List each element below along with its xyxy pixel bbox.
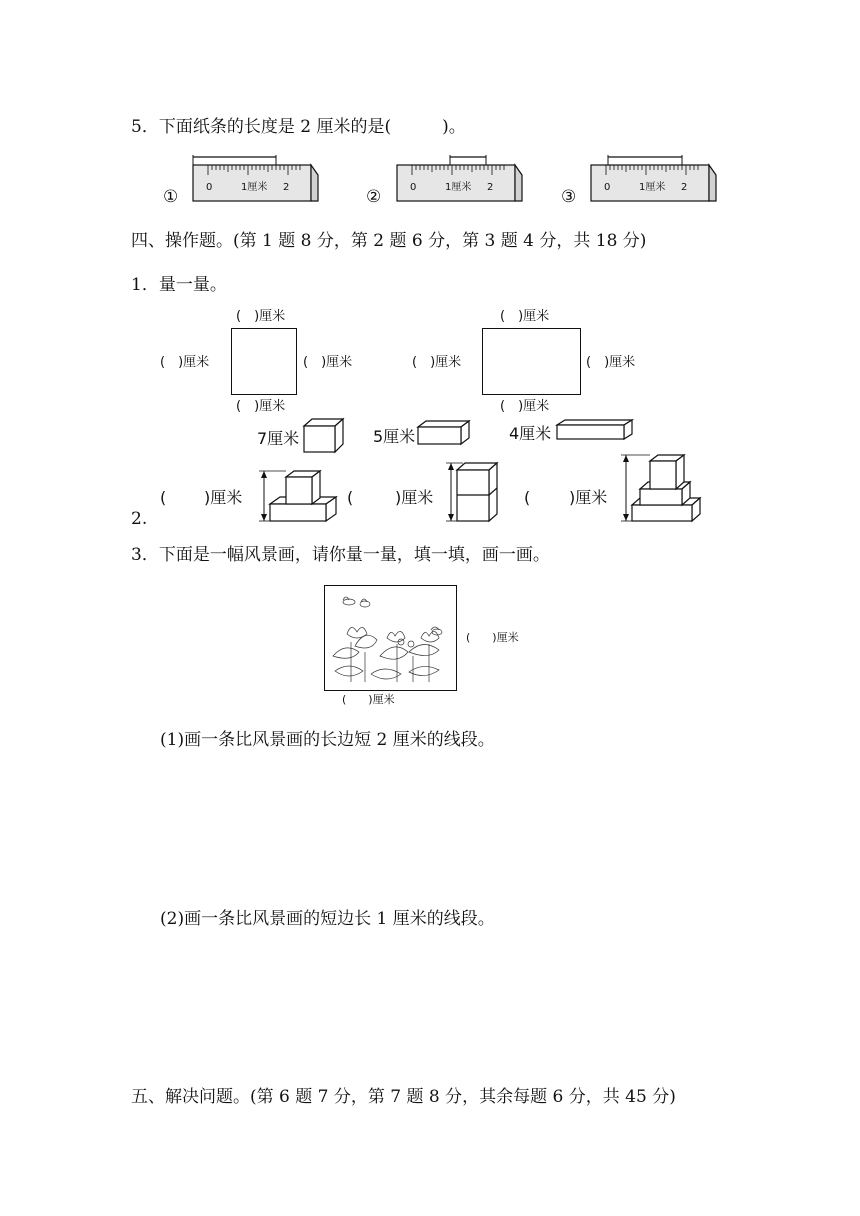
picture-long-side-blank: ( )厘米: [342, 693, 395, 706]
stack-1-blank-open: (: [160, 488, 167, 507]
stack-3-figure: [620, 453, 702, 523]
ruler-2-label-2: 2: [487, 182, 494, 193]
ruler-2-label-0: 0: [410, 182, 417, 193]
stack-3-blank-close: )厘米: [569, 488, 608, 507]
square-bottom-blank: ( )厘米: [236, 399, 286, 414]
question-1-title: 1．量一量。: [131, 275, 227, 295]
stack-3-blank-open: (: [524, 488, 531, 507]
cube-block-5cm: [417, 420, 471, 446]
question-3-sub-2: (2)画一条比风景画的短边长 1 厘米的线段。: [160, 909, 495, 929]
ruler-3: [590, 155, 726, 203]
ruler-3-label-1: 1厘米: [639, 182, 666, 193]
section-4-title: 四、操作题。(第 1 题 8 分，第 2 题 6 分，第 3 题 4 分，共 18 分): [131, 231, 647, 251]
ruler-3-label-2: 2: [681, 182, 688, 193]
option-3-marker: ③: [561, 187, 577, 207]
question-5-text: 5．下面纸条的长度是 2 厘米的是( )。: [131, 117, 466, 137]
section-5-title: 五、解决问题。(第 6 题 7 分，第 7 题 8 分，其余每题 6 分，共 45 分): [131, 1087, 676, 1107]
landscape-picture: [324, 585, 457, 691]
question-3-sub-1: (1)画一条比风景画的长边短 2 厘米的线段。: [160, 730, 495, 750]
stack-2-blank-close: )厘米: [395, 488, 434, 507]
lotus-flowers-illustration: [325, 586, 455, 689]
ruler-1: [192, 155, 328, 203]
ruler-3-label-0: 0: [604, 182, 611, 193]
square-right-blank: ( )厘米: [303, 355, 353, 370]
block-label-5cm: 5厘米: [373, 427, 416, 446]
ruler-1-label-0: 0: [206, 182, 213, 193]
ruler-2-label-1: 1厘米: [445, 182, 472, 193]
ruler-3-graphic: [590, 155, 726, 203]
block-label-7cm: 7厘米: [257, 429, 300, 448]
cube-block-7cm: [303, 418, 345, 454]
ruler-2: [396, 155, 532, 203]
rectangle-top-blank: ( )厘米: [500, 309, 550, 324]
square-left-blank: ( )厘米: [160, 355, 210, 370]
question-3-title: 3．下面是一幅风景画，请你量一量，填一填，画一画。: [131, 545, 550, 565]
question-2-number: 2.: [131, 509, 148, 529]
rectangle-right-blank: ( )厘米: [586, 355, 636, 370]
block-label-4cm: 4厘米: [509, 424, 552, 443]
square-shape: [231, 328, 297, 395]
option-2-marker: ②: [366, 187, 382, 207]
ruler-2-graphic: [396, 155, 532, 203]
stack-2-blank-open: (: [347, 488, 354, 507]
rectangle-left-blank: ( )厘米: [412, 355, 462, 370]
ruler-1-label-1: 1厘米: [241, 182, 268, 193]
stack-2-figure: [445, 461, 501, 523]
stack-1-figure: [258, 469, 338, 523]
ruler-1-label-2: 2: [283, 182, 290, 193]
picture-short-side-blank: ( )厘米: [466, 631, 519, 644]
stack-1-blank-close: )厘米: [204, 488, 243, 507]
rectangle-bottom-blank: ( )厘米: [500, 399, 550, 414]
option-1-marker: ①: [163, 187, 179, 207]
cube-block-4cm: [556, 419, 634, 441]
ruler-1-graphic: [192, 155, 328, 203]
rectangle-shape: [482, 328, 581, 395]
square-top-blank: ( )厘米: [236, 309, 286, 324]
